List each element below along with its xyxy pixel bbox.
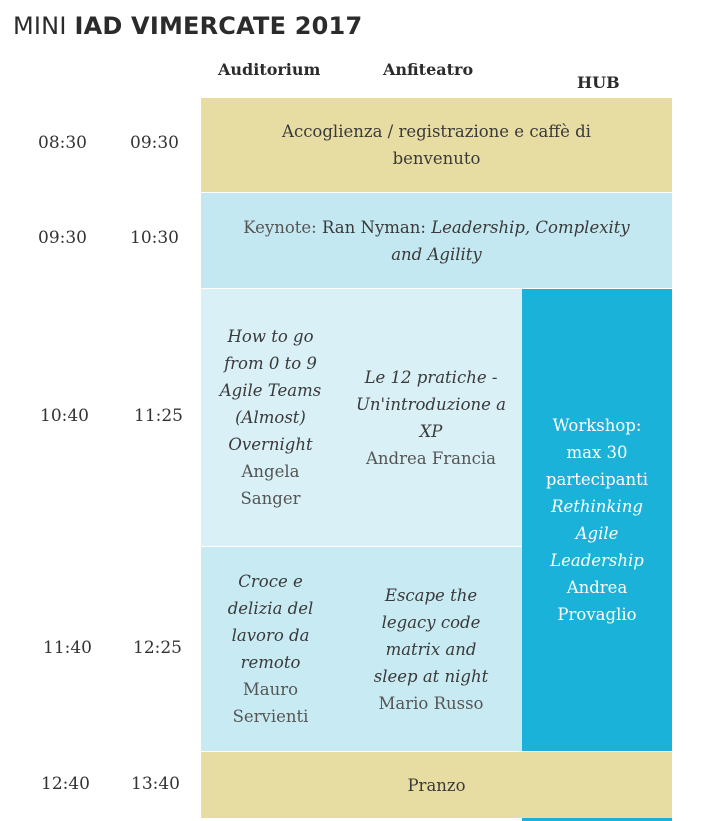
keynote-speaker: Ran Nyman:: [322, 217, 426, 237]
talk-speaker: Mauro Servienti: [232, 680, 309, 726]
row1-cell-welcome: [201, 98, 672, 192]
row2-start-time: 09:30: [38, 228, 87, 248]
talk-speaker: Angela Sanger: [240, 462, 301, 508]
workshop-line3: partecipanti: [545, 470, 649, 489]
row3-start-time: 10:40: [40, 406, 89, 426]
keynote-text: [231, 214, 642, 268]
keynote-label: Keynote:: [243, 217, 317, 237]
talk-title: Le 12 pratiche - Un'introduzione a XP: [356, 367, 506, 441]
lunch-text: Pranzo: [407, 775, 466, 795]
talk-title: Croce e delizia del lavoro da remoto: [227, 572, 314, 672]
workshop-line2: max 30: [566, 443, 628, 462]
row1-start-time: 08:30: [38, 133, 87, 153]
keynote-talk: Leadership, Complexity and Agility: [391, 217, 630, 264]
row3-cell-auditorium: [201, 289, 340, 546]
row2-cell-keynote: [201, 193, 672, 288]
row2-end-time: 10:30: [130, 228, 179, 248]
row4-start-time: 11:40: [43, 638, 92, 658]
workshop-title: Rethinking Agile Leadership: [550, 497, 644, 570]
row5-end-time: 13:40: [131, 774, 180, 794]
welcome-text: Accoglienza / registrazione e caffè di benvenuto: [282, 122, 591, 168]
row5-start-time: 12:40: [41, 774, 90, 794]
page-title: [13, 12, 362, 40]
talk-title: Escape the legacy code matrix and sleep at night: [373, 585, 489, 686]
row4-cell-auditorium: [201, 547, 340, 751]
row3-cell-anfiteatro: [340, 289, 522, 546]
row3-end-time: 11:25: [134, 406, 183, 426]
title-prefix: MINI: [13, 12, 67, 40]
workshop-line1: Workshop:: [552, 416, 642, 435]
workshop-speaker: Andrea Provaglio: [557, 578, 637, 624]
column-header-auditorium: Auditorium: [218, 60, 321, 79]
talk-speaker: Mario Russo: [378, 693, 484, 713]
talk-speaker: Andrea Francia: [366, 448, 496, 468]
talk-title: How to go from 0 to 9 Agile Teams (Almost) Overnight: [219, 327, 322, 454]
row1-end-time: 09:30: [130, 133, 179, 153]
column-header-anfiteatro: Anfiteatro: [383, 60, 474, 79]
column-header-hub: HUB: [577, 73, 620, 92]
row4-cell-anfiteatro: [340, 547, 522, 751]
hub-workshop-cell: [522, 289, 672, 751]
row4-end-time: 12:25: [133, 638, 182, 658]
title-main: IAD VIMERCATE 2017: [74, 12, 363, 40]
row5-cell-lunch: [201, 752, 672, 818]
